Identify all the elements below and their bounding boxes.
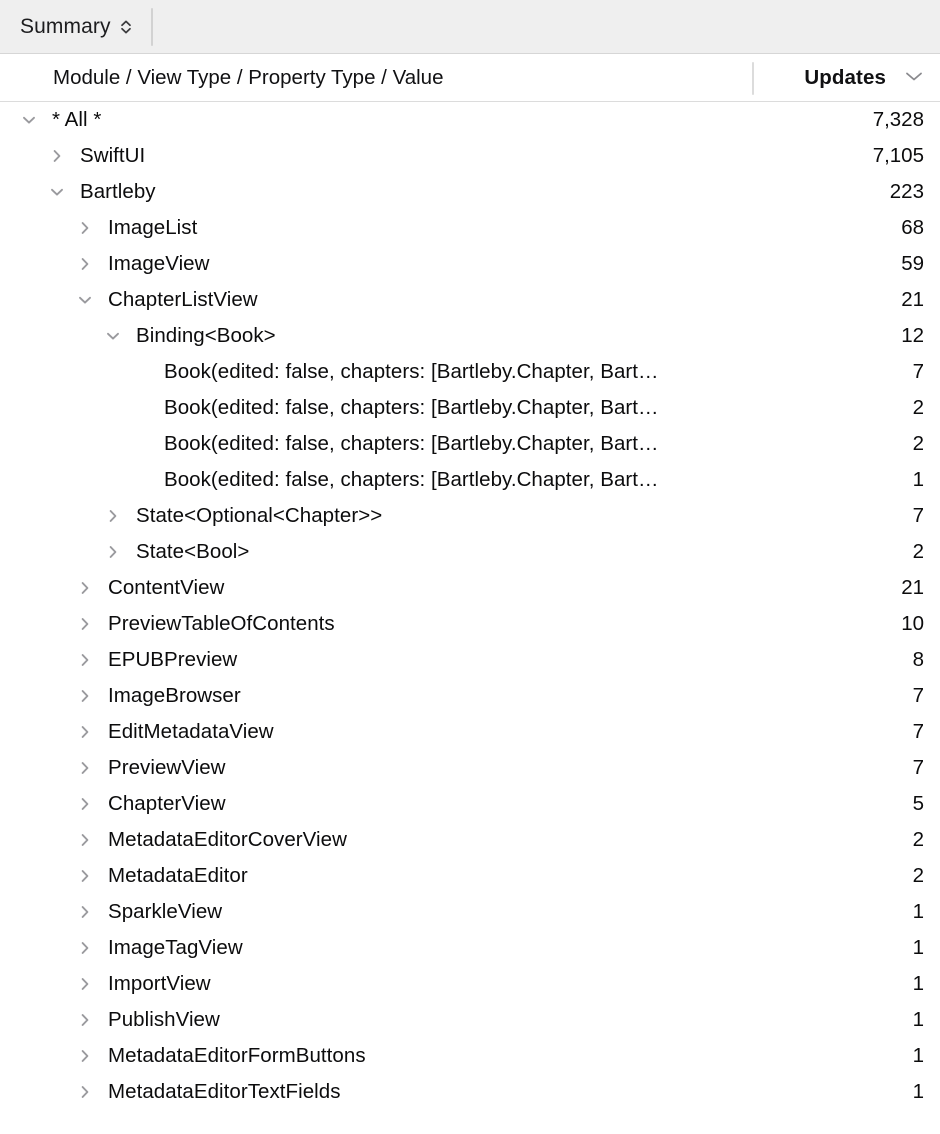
tree-row-label: ImageList: [108, 216, 198, 239]
disclosure-chevron-right-icon[interactable]: [75, 794, 95, 814]
tree-row-update-count: 2: [912, 396, 924, 419]
disclosure-chevron-right-icon[interactable]: [75, 650, 95, 670]
tree-row[interactable]: [0, 642, 940, 678]
tree-row-update-count: 12: [901, 324, 924, 347]
tree-row-update-count: 7,105: [872, 144, 924, 167]
tree-row-update-count: 1: [912, 1080, 924, 1103]
tree-row[interactable]: [0, 930, 940, 966]
tree-row[interactable]: [0, 462, 940, 498]
disclosure-chevron-right-icon[interactable]: [103, 506, 123, 526]
tree-row[interactable]: [0, 138, 940, 174]
disclosure-chevron-right-icon[interactable]: [75, 1046, 95, 1066]
tree-row-update-count: 21: [901, 576, 924, 599]
tree-row-label: Book(edited: false, chapters: [Bartleby.Chapter, Bart…: [164, 396, 659, 419]
tree-row[interactable]: [0, 210, 940, 246]
disclosure-chevron-right-icon[interactable]: [75, 902, 95, 922]
tree-row-label: MetadataEditorTextFields: [108, 1080, 341, 1103]
tree-row[interactable]: [0, 966, 940, 1002]
disclosure-chevron-right-icon[interactable]: [75, 866, 95, 886]
tree-row[interactable]: [0, 570, 940, 606]
disclosure-chevron-right-icon[interactable]: [75, 830, 95, 850]
tree-row-label: EditMetadataView: [108, 720, 274, 743]
disclosure-chevron-right-icon[interactable]: [75, 974, 95, 994]
tree-row-label: State<Optional<Chapter>>: [136, 504, 383, 527]
disclosure-chevron-right-icon[interactable]: [75, 722, 95, 742]
disclosure-chevron-right-icon[interactable]: [75, 758, 95, 778]
tree-row-update-count: 223: [889, 180, 924, 203]
tree-row-label: PreviewTableOfContents: [108, 612, 335, 635]
tree-row-label: MetadataEditor: [108, 864, 248, 887]
chevron-down-icon: [904, 69, 924, 87]
disclosure-chevron-right-icon[interactable]: [75, 1082, 95, 1102]
disclosure-chevron-down-icon[interactable]: [47, 182, 67, 202]
tree-row-label: State<Bool>: [136, 540, 250, 563]
disclosure-chevron-right-icon[interactable]: [75, 686, 95, 706]
tree-row-label: Book(edited: false, chapters: [Bartleby.Chapter, Bart…: [164, 432, 659, 455]
tree-row-update-count: 21: [901, 288, 924, 311]
tree-row-label: ChapterListView: [108, 288, 258, 311]
tree-row[interactable]: [0, 498, 940, 534]
column-header-module-path[interactable]: Module / View Type / Property Type / Value: [53, 65, 444, 89]
tree-row-update-count: 1: [912, 972, 924, 995]
tree-row-update-count: 7: [912, 756, 924, 779]
tree-row-update-count: 10: [901, 612, 924, 635]
tree-row[interactable]: [0, 426, 940, 462]
tree-row-label: PublishView: [108, 1008, 220, 1031]
tree-row[interactable]: [0, 750, 940, 786]
top-toolbar: [0, 0, 940, 54]
tree-row-label: Binding<Book>: [136, 324, 276, 347]
tree-row-update-count: 7: [912, 720, 924, 743]
tree-row[interactable]: [0, 858, 940, 894]
tree-row-label: SparkleView: [108, 900, 223, 923]
tree-row[interactable]: [0, 894, 940, 930]
tree-row[interactable]: [0, 822, 940, 858]
tree-row-label: ContentView: [108, 576, 225, 599]
tree-row-label: MetadataEditorCoverView: [108, 828, 347, 851]
tree-row-label: SwiftUI: [80, 144, 146, 167]
tree-row-label: EPUBPreview: [108, 648, 238, 671]
tree-row-label: ImageView: [108, 252, 210, 275]
tree-row[interactable]: [0, 174, 940, 210]
tree-row-label: ImportView: [108, 972, 211, 995]
tree-row[interactable]: [0, 786, 940, 822]
tree-row[interactable]: [0, 606, 940, 642]
tree-row-update-count: 7: [912, 684, 924, 707]
tree-row-label: ImageBrowser: [108, 684, 241, 707]
disclosure-chevron-right-icon[interactable]: [75, 578, 95, 598]
up-down-chevron-icon: [120, 19, 132, 35]
column-header-updates-label: Updates: [804, 65, 886, 89]
tree-row-update-count: 8: [912, 648, 924, 671]
tree-row-update-count: 1: [912, 936, 924, 959]
tree-row-label: MetadataEditorFormButtons: [108, 1044, 366, 1067]
summary-popup-label: Summary: [20, 14, 111, 38]
tree-row[interactable]: [0, 354, 940, 390]
disclosure-chevron-right-icon[interactable]: [75, 218, 95, 238]
tree-row-label: ChapterView: [108, 792, 226, 815]
tree-row-update-count: 7: [912, 360, 924, 383]
toolbar-divider: [151, 8, 153, 46]
tree-row-label: * All *: [52, 108, 102, 131]
tree-row[interactable]: [0, 318, 940, 354]
tree-row[interactable]: [0, 678, 940, 714]
disclosure-chevron-right-icon[interactable]: [75, 254, 95, 274]
tree-row-update-count: 1: [912, 468, 924, 491]
tree-row[interactable]: [0, 102, 940, 138]
tree-row[interactable]: [0, 534, 940, 570]
disclosure-chevron-down-icon[interactable]: [75, 290, 95, 310]
tree-row[interactable]: [0, 1038, 940, 1074]
updates-tree[interactable]: [0, 102, 940, 1133]
tree-row-update-count: 1: [912, 1044, 924, 1067]
tree-row[interactable]: [0, 1074, 940, 1110]
table-column-header: [0, 54, 940, 102]
tree-row-label: Book(edited: false, chapters: [Bartleby.Chapter, Bart…: [164, 360, 659, 383]
tree-row[interactable]: [0, 390, 940, 426]
tree-row-label: Bartleby: [80, 180, 156, 203]
tree-row-update-count: 7: [912, 504, 924, 527]
tree-row-update-count: 7,328: [872, 108, 924, 131]
disclosure-chevron-down-icon[interactable]: [19, 110, 39, 130]
tree-row-label: PreviewView: [108, 756, 226, 779]
tree-row[interactable]: [0, 246, 940, 282]
column-header-updates[interactable]: [804, 66, 924, 90]
tree-row-update-count: 1: [912, 900, 924, 923]
tree-row-update-count: 59: [901, 252, 924, 275]
disclosure-chevron-right-icon[interactable]: [75, 1010, 95, 1030]
tree-row[interactable]: [0, 714, 940, 750]
summary-popup-button[interactable]: [14, 11, 138, 43]
tree-row-update-count: 2: [912, 432, 924, 455]
tree-row-update-count: 1: [912, 1008, 924, 1031]
tree-row[interactable]: [0, 1002, 940, 1038]
disclosure-chevron-right-icon[interactable]: [75, 614, 95, 634]
tree-row[interactable]: [0, 282, 940, 318]
column-header-separator[interactable]: [752, 62, 754, 95]
tree-row-label: Book(edited: false, chapters: [Bartleby.Chapter, Bart…: [164, 468, 659, 491]
disclosure-chevron-right-icon[interactable]: [75, 938, 95, 958]
tree-row-update-count: 2: [912, 540, 924, 563]
tree-row-update-count: 5: [912, 792, 924, 815]
tree-row-label: ImageTagView: [108, 936, 243, 959]
disclosure-chevron-right-icon[interactable]: [47, 146, 67, 166]
tree-row-update-count: 2: [912, 828, 924, 851]
disclosure-chevron-down-icon[interactable]: [103, 326, 123, 346]
disclosure-chevron-right-icon[interactable]: [103, 542, 123, 562]
tree-row-update-count: 68: [901, 216, 924, 239]
tree-row-update-count: 2: [912, 864, 924, 887]
